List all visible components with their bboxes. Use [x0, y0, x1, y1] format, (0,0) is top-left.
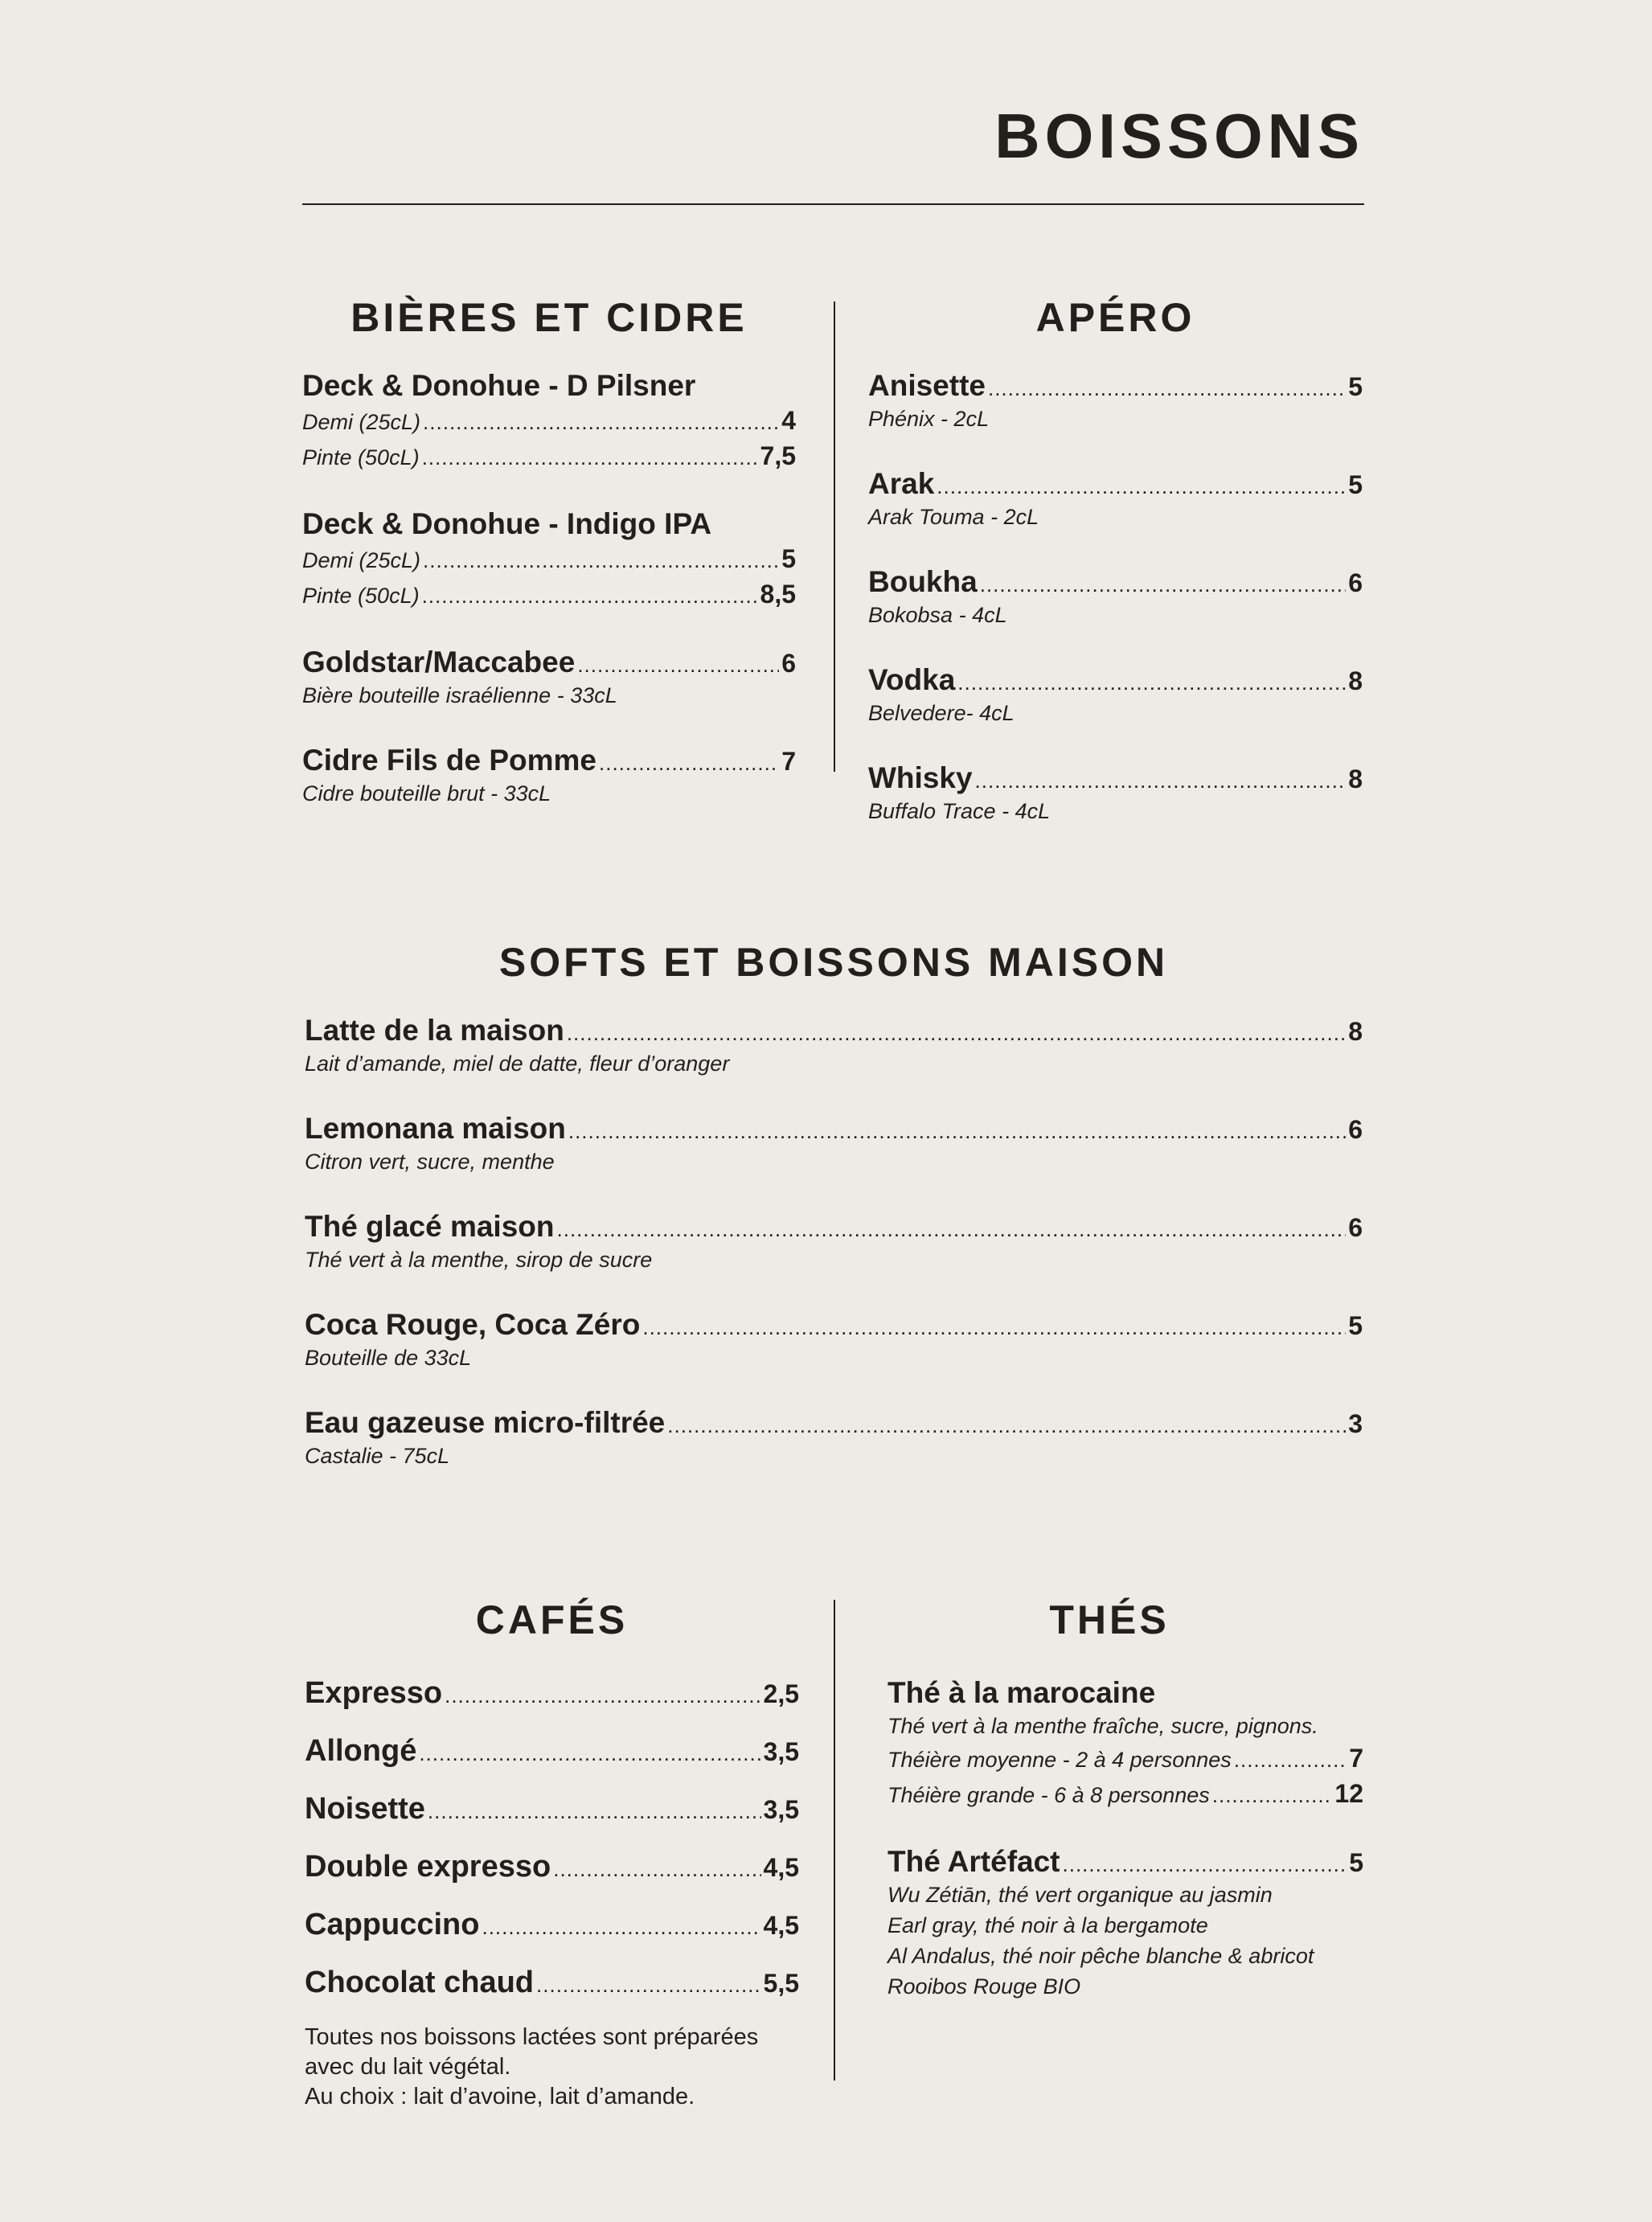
section-title-thes: THÉS: [1049, 1597, 1170, 1642]
variant-label: Demi (25cL): [302, 548, 421, 572]
item-price: 3: [1348, 1409, 1363, 1438]
variant-label: Pinte (50cL): [302, 445, 420, 469]
dot-leader: [988, 376, 1346, 401]
item-row: [868, 662, 1363, 698]
item-price: 7,5: [760, 441, 796, 470]
dot-leader: [1234, 1743, 1347, 1777]
item-price: 8,5: [760, 580, 796, 609]
dot-leader: [557, 1217, 1347, 1242]
item-row: [305, 1965, 799, 2000]
menu-item: [868, 368, 1363, 434]
section-thes: [887, 1597, 1363, 2034]
menu-item: [305, 1965, 799, 2000]
dot-leader: [553, 1857, 760, 1882]
item-price: 8: [1348, 765, 1363, 793]
item-name: Boukha: [868, 565, 978, 598]
dot-leader: [1063, 1852, 1347, 1877]
dot-leader: [422, 441, 758, 474]
item-description: Thé vert à la menthe fraîche, sucre, pignons.: [887, 1714, 1318, 1738]
item-description: Castalie - 75cL: [305, 1444, 450, 1468]
menu-item: [305, 1111, 1363, 1177]
menu-item: [868, 466, 1363, 532]
dot-leader: [957, 670, 1346, 695]
item-row: [887, 1844, 1363, 1880]
item-price: 8: [1348, 666, 1363, 695]
menu-item: [305, 1907, 799, 1942]
menu-item: [887, 1675, 1363, 1812]
dot-leader: [423, 405, 779, 439]
dot-leader: [568, 1119, 1346, 1144]
item-row: [305, 1675, 799, 1711]
dot-leader: [937, 474, 1346, 499]
item-name: Vodka: [868, 663, 956, 696]
dot-leader: [599, 751, 779, 776]
menu-item: [302, 743, 796, 809]
item-price: 4,5: [763, 1911, 799, 1940]
item-name: Goldstar/Maccabee: [302, 646, 576, 678]
dot-leader: [980, 572, 1347, 597]
dot-leader: [536, 1973, 760, 1998]
item-variant: [302, 404, 796, 439]
item-description: Buffalo Trace - 4cL: [868, 799, 1051, 823]
section-cafes: [305, 1597, 799, 2112]
menu-item: [868, 760, 1363, 826]
item-price: 5: [781, 544, 796, 573]
item-price: 6: [1348, 568, 1363, 597]
dot-leader: [423, 543, 779, 577]
item-name: Coca Rouge, Coca Zéro: [305, 1308, 641, 1341]
item-name: Cidre Fils de Pomme: [302, 744, 596, 777]
menu-item: [302, 368, 796, 474]
item-row: [302, 645, 796, 680]
item-row: [305, 1733, 799, 1769]
dot-leader: [419, 1741, 760, 1766]
page-title: BOISSONS: [994, 100, 1364, 171]
item-row: [305, 1405, 1363, 1441]
dot-leader: [975, 769, 1347, 793]
item-description: Belvedere- 4cL: [868, 701, 1015, 725]
item-row: [868, 466, 1363, 502]
item-row: [302, 743, 796, 778]
item-description: Earl gray, thé noir à la bergamote: [887, 1913, 1208, 1937]
item-variant: [302, 542, 796, 577]
item-price: 3,5: [763, 1795, 799, 1824]
item-price: 4: [781, 406, 796, 435]
variant-label: Pinte (50cL): [302, 584, 420, 608]
variant-label: Théière grande - 6 à 8 personnes: [887, 1783, 1210, 1807]
dot-leader: [445, 1683, 760, 1708]
item-row: [305, 1907, 799, 1942]
item-price: 7: [781, 747, 796, 776]
menu-item: [887, 1844, 1363, 2002]
menu-item: [868, 564, 1363, 630]
dot-leader: [667, 1413, 1346, 1438]
dot-leader: [577, 653, 779, 678]
item-row: [868, 564, 1363, 600]
item-description: Wu Zétiān, thé vert organique au jasmin: [887, 1883, 1273, 1907]
item-description: Citron vert, sucre, menthe: [305, 1150, 555, 1174]
item-name: Whisky: [868, 761, 973, 794]
menu-item: [305, 1849, 799, 1884]
menu-item: [305, 1013, 1363, 1079]
item-variant: [887, 1777, 1363, 1812]
item-description: Lait d’amande, miel de datte, fleur d’oranger: [305, 1052, 730, 1076]
item-row: [305, 1307, 1363, 1343]
item-name: Cappuccino: [305, 1908, 480, 1941]
menu-item: [305, 1733, 799, 1769]
item-name: Lemonana maison: [305, 1112, 566, 1145]
item-price: 12: [1334, 1779, 1363, 1808]
column-divider-top: [834, 301, 835, 772]
item-description: Thé vert à la menthe, sirop de sucre: [305, 1248, 653, 1272]
menu-item: [302, 645, 796, 711]
cafes-note: [305, 2023, 799, 2112]
title-divider: [302, 203, 1364, 205]
item-price: 5: [1348, 372, 1363, 401]
item-name: Thé Artéfact: [887, 1845, 1060, 1878]
item-price: 6: [781, 649, 796, 678]
variant-label: Théière moyenne - 2 à 4 personnes: [887, 1748, 1232, 1772]
item-name: Anisette: [868, 369, 986, 402]
item-price: 3,5: [763, 1737, 799, 1766]
variant-label: Demi (25cL): [302, 410, 421, 434]
section-apero: [868, 297, 1363, 859]
item-price: 5: [1348, 470, 1363, 499]
section-softs: [305, 942, 1363, 1503]
item-price: 2,5: [763, 1679, 799, 1708]
item-name: Double expresso: [305, 1850, 551, 1884]
section-title-softs: SOFTS ET BOISSONS MAISON: [498, 940, 1169, 985]
item-name: Expresso: [305, 1676, 443, 1710]
item-description: Bière bouteille israélienne - 33cL: [302, 683, 617, 707]
menu-item: [305, 1307, 1363, 1373]
item-row: [868, 760, 1363, 796]
item-name: Noisette: [305, 1792, 425, 1826]
item-description: Al Andalus, thé noir pêche blanche & abricot: [887, 1944, 1314, 1968]
item-row: [305, 1209, 1363, 1244]
item-row: [305, 1849, 799, 1884]
item-name: Allongé: [305, 1734, 417, 1768]
item-price: 6: [1348, 1213, 1363, 1242]
item-name: Thé glacé maison: [305, 1210, 555, 1243]
item-description: Bokobsa - 4cL: [868, 603, 1007, 627]
item-row: [305, 1791, 799, 1826]
section-title-apero: APÉRO: [1035, 295, 1195, 340]
item-variant: [887, 1741, 1363, 1777]
dot-leader: [482, 1915, 760, 1940]
item-description: Rooibos Rouge BIO: [887, 1974, 1081, 1999]
item-name: Chocolat chaud: [305, 1966, 535, 1999]
item-row: [305, 1111, 1363, 1146]
menu-item: [305, 1209, 1363, 1275]
menu-item: [305, 1791, 799, 1826]
item-description: Cidre bouteille brut - 33cL: [302, 781, 551, 806]
item-description: Arak Touma - 2cL: [868, 505, 1039, 529]
dot-leader: [428, 1799, 761, 1824]
item-name: Thé à la marocaine: [887, 1676, 1156, 1709]
menu-item: [305, 1675, 799, 1711]
item-name: Latte de la maison: [305, 1014, 564, 1047]
menu-item: [868, 662, 1363, 728]
item-name: Deck & Donohue - D Pilsner: [302, 369, 696, 402]
dot-leader: [422, 579, 758, 613]
item-price: 6: [1348, 1115, 1363, 1144]
note-line: avec du lait végétal.: [305, 2054, 511, 2080]
item-price: 5: [1348, 1311, 1363, 1340]
dot-leader: [567, 1021, 1346, 1046]
menu-item: [305, 1405, 1363, 1471]
item-name: Eau gazeuse micro-filtrée: [305, 1406, 666, 1439]
item-row: [868, 368, 1363, 404]
column-divider-bottom: [834, 1600, 835, 2081]
note-line: Au choix : lait d’avoine, lait d’amande.: [305, 2084, 695, 2109]
menu-item: [302, 506, 796, 613]
item-variant: [302, 577, 796, 613]
item-price: 8: [1348, 1017, 1363, 1046]
item-description: Phénix - 2cL: [868, 407, 990, 431]
section-title-bieres: BIÈRES ET CIDRE: [350, 295, 748, 340]
item-price: 7: [1349, 1744, 1363, 1773]
item-variant: [302, 439, 796, 474]
dot-leader: [642, 1315, 1346, 1340]
section-bieres: [302, 297, 796, 841]
item-description: Bouteille de 33cL: [305, 1346, 472, 1370]
section-title-cafes: CAFÉS: [475, 1597, 629, 1642]
item-price: 5,5: [763, 1969, 799, 1998]
item-name: Deck & Donohue - Indigo IPA: [302, 507, 712, 540]
dot-leader: [1212, 1778, 1333, 1812]
item-price: 5: [1349, 1848, 1363, 1877]
note-line: Toutes nos boissons lactées sont préparées: [305, 2024, 759, 2050]
item-row: [305, 1013, 1363, 1048]
item-price: 4,5: [763, 1853, 799, 1882]
item-name: Arak: [868, 467, 935, 500]
